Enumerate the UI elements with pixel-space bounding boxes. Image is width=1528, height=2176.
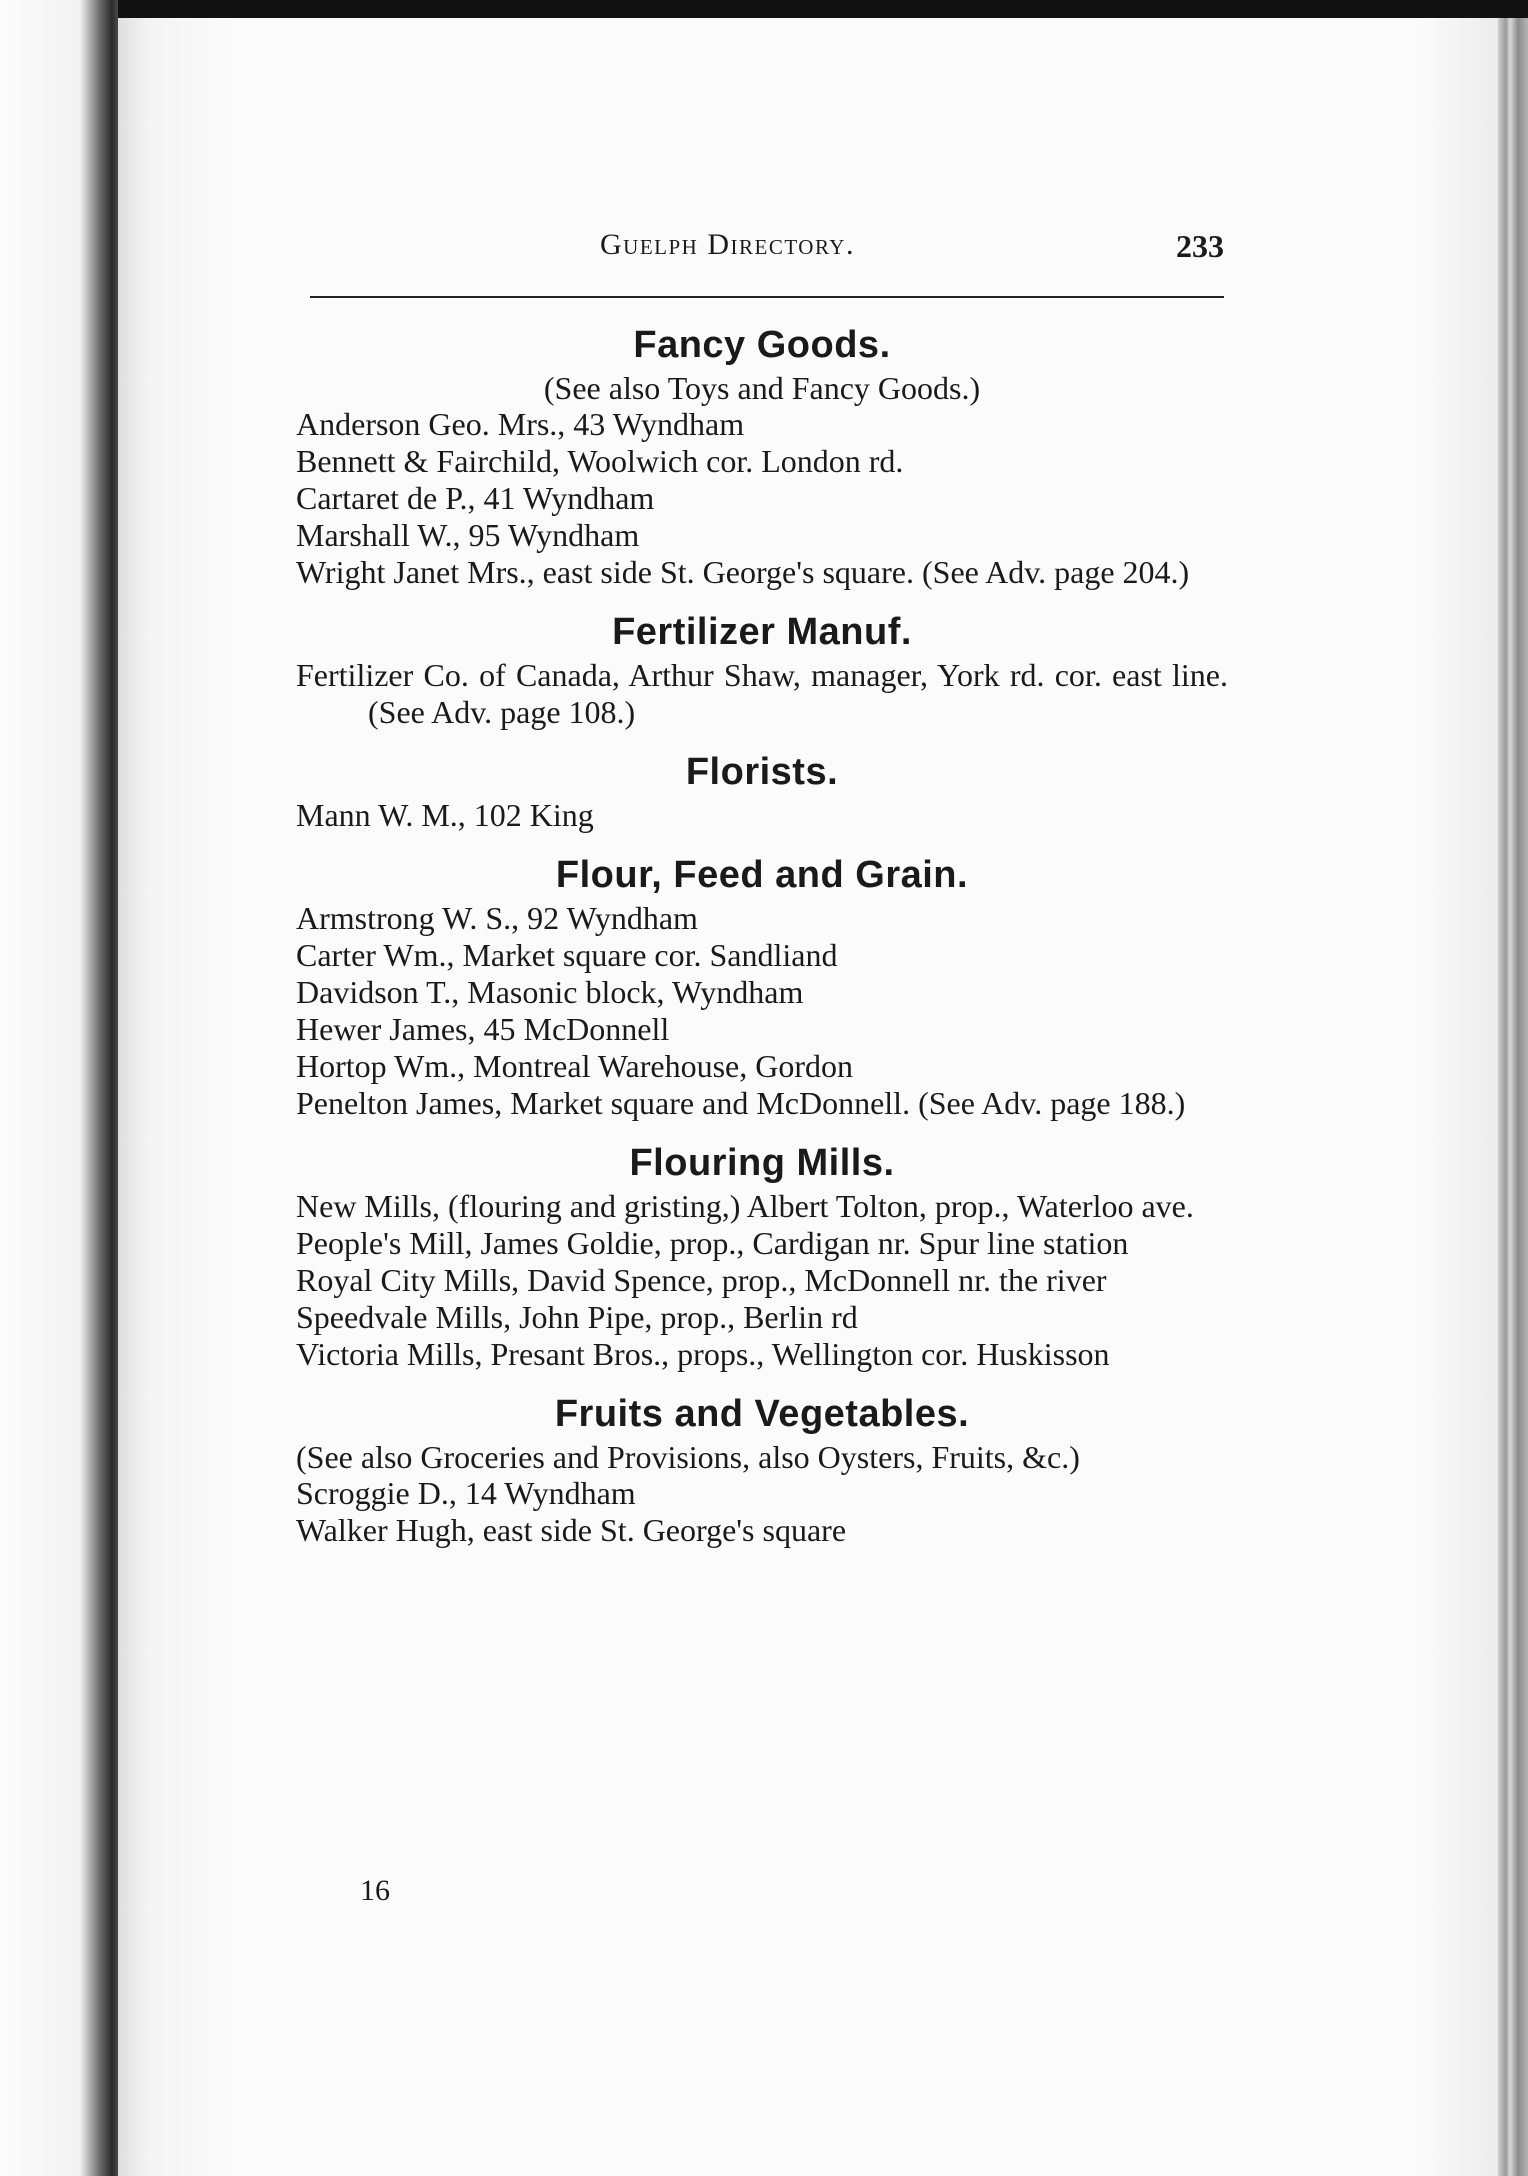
section-fancy-goods (296, 320, 1228, 591)
directory-entry: Victoria Mills, Presant Bros., props., Wellington cor. Huskisson (296, 1336, 1110, 1372)
section-heading: Fancy Goods. (633, 324, 891, 366)
header-rule (310, 296, 1224, 298)
directory-entry: Anderson Geo. Mrs., 43 Wyndham (296, 406, 745, 442)
directory-entry: Walker Hugh, east side St. George's square (296, 1512, 847, 1548)
page-edge (1498, 18, 1528, 2176)
book-gutter (0, 0, 118, 2176)
directory-entry: Armstrong W. S., 92 Wyndham (296, 900, 698, 936)
directory-entry: People's Mill, James Goldie, prop., Cardigan nr. Spur line station (296, 1225, 1129, 1261)
section-flour-feed-grain (296, 850, 1228, 1122)
directory-entry: Hortop Wm., Montreal Warehouse, Gordon (296, 1048, 854, 1084)
directory-entry: Bennett & Fairchild, Woolwich cor. London rd. (296, 443, 904, 479)
directory-entry: Hewer James, 45 McDonnell (296, 1011, 670, 1047)
see-also-note: (See also Toys and Fancy Goods.) (543, 370, 981, 406)
see-also-note: (See also Groceries and Provisions, also Oysters, Fruits, &c.) (296, 1439, 1080, 1475)
directory-entry: Fertilizer Co. of Canada, Arthur Shaw, manager, York rd. cor. east line. (See Adv. page 108.) (296, 657, 1228, 730)
directory-entry: Cartaret de P., 41 Wyndham (296, 480, 655, 516)
directory-entry: Wright Janet Mrs., east side St. George's square. (See Adv. page 204.) (296, 554, 1190, 590)
section-flouring-mills (296, 1138, 1228, 1373)
section-fertilizer-manuf (296, 607, 1228, 731)
directory-entry: Mann W. M., 102 King (296, 797, 594, 833)
directory-entry: Marshall W., 95 Wyndham (296, 517, 640, 553)
scan-top-band (0, 0, 1528, 18)
section-florists (296, 747, 1228, 834)
directory-entry: Penelton James, Market square and McDonnell. (See Adv. page 188.) (296, 1085, 1186, 1121)
directory-entry: Royal City Mills, David Spence, prop., McDonnell nr. the river (296, 1262, 1107, 1298)
running-title: Guelph Directory. (600, 228, 855, 261)
directory-entry: Scroggie D., 14 Wyndham (296, 1475, 636, 1511)
directory-listing (296, 320, 1228, 1549)
directory-entry: Carter Wm., Market square cor. Sandliand (296, 937, 838, 973)
section-heading: Fertilizer Manuf. (612, 611, 912, 653)
section-heading: Florists. (685, 751, 839, 793)
directory-entry: Davidson T., Masonic block, Wyndham (296, 974, 804, 1010)
section-fruits-vegetables (296, 1389, 1228, 1549)
directory-entry: Speedvale Mills, John Pipe, prop., Berlin rd (296, 1299, 858, 1335)
directory-entry: New Mills, (flouring and gristing,) Albert Tolton, prop., Waterloo ave. (296, 1188, 1194, 1224)
signature-mark: 16 (360, 1874, 390, 1907)
section-heading: Flour, Feed and Grain. (555, 854, 969, 896)
section-heading: Fruits and Vegetables. (554, 1393, 970, 1435)
page-number: 233 (1176, 228, 1224, 264)
section-heading: Flouring Mills. (629, 1142, 895, 1184)
